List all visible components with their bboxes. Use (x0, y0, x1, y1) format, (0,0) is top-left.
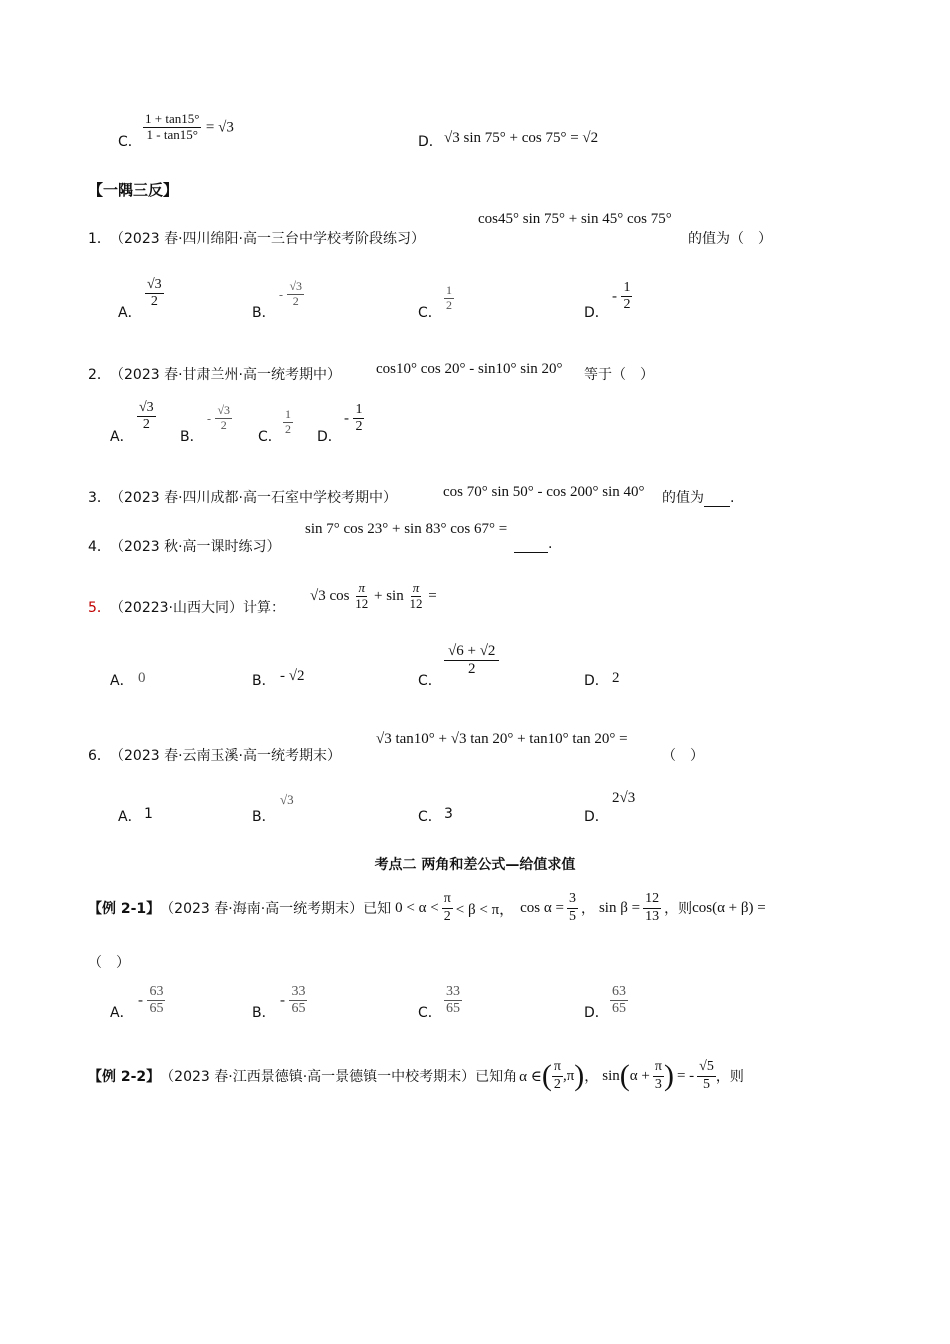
q1-option-b-label: B． (252, 305, 276, 321)
fraction-denominator: 2 (292, 293, 299, 308)
fraction-denominator: 5 (703, 1076, 711, 1092)
q6-option-d-label: D． (584, 809, 609, 825)
condition-part: < β < π， (455, 901, 515, 918)
q4-answer (514, 536, 552, 553)
fraction-numerator: √5 (697, 1059, 716, 1076)
fraction-numerator: 63 (610, 984, 628, 1001)
q3-source: （2023 春·四川成都·高一石室中学校考期中） (110, 490, 397, 506)
answer-blank (704, 490, 730, 507)
then-word: ，则 (664, 901, 693, 917)
q2-option-d-value (344, 402, 364, 435)
equals-sign: = (428, 587, 437, 604)
q2-expression: cos10° cos 20° - sin10° sin 20° (376, 361, 563, 377)
q1-option-d-label: D． (584, 305, 609, 321)
sin-beta: sin β = (598, 899, 641, 916)
then-word: ，则 (715, 1069, 744, 1085)
q5-option-b-value: - √2 (280, 668, 305, 684)
ex21-option-b-value (280, 984, 307, 1017)
q5-option-d-value: 2 (612, 670, 620, 686)
fraction-denominator: 3 (654, 1076, 662, 1092)
section-title: 考点二 两角和差公式—给值求值 (374, 857, 576, 873)
fraction-denominator: 2 (443, 908, 451, 924)
fraction-numerator: √3 (137, 400, 156, 417)
fraction-denominator: 2 (623, 297, 631, 313)
fraction-denominator: 2 (220, 417, 227, 432)
q3-tail (662, 487, 734, 507)
example-tag: 【例 2-1】 (88, 901, 161, 917)
q2-tail: 等于（ ） (584, 367, 654, 383)
minus-sign: - (612, 288, 617, 305)
fraction-denominator: 65 (149, 1001, 164, 1017)
q6-tail: （ ） (662, 748, 704, 764)
fraction-numerator: 63 (147, 984, 165, 1001)
q1-expression: cos45° sin 75° + sin 45° cos 75° (478, 211, 672, 227)
fraction-denominator: 2 (553, 1076, 561, 1092)
target-expression: cos(α + β) = (692, 899, 766, 916)
q3-number: 3． (88, 490, 111, 506)
fraction-denominator: 65 (612, 1001, 626, 1017)
q5-option-a-label: A． (110, 673, 134, 689)
expr-part: + sin (373, 587, 404, 604)
fraction-numerator: 12 (643, 891, 661, 908)
q5-source: （20223·山西大同）计算： (110, 600, 285, 616)
q4-source: （2023 秋·高一课时练习） (110, 539, 281, 555)
q5-option-a-value: 0 (138, 670, 146, 686)
q6-source: （2023 春·云南玉溪·高一统考期末） (110, 748, 341, 764)
minus-sign: - (138, 992, 143, 1009)
q3-tail-text: 的值为 (662, 490, 704, 506)
fraction-numerator: 1 (353, 402, 364, 419)
q2-number: 2． (88, 367, 111, 383)
q1-option-d-value (612, 280, 632, 313)
ex21-option-b-label: B． (252, 1005, 276, 1021)
q6-option-c-value: 3 (444, 806, 453, 822)
minus-sign: - (280, 992, 285, 1009)
q2-option-d-label: D． (317, 429, 342, 445)
q6-option-a-label: A． (118, 809, 142, 825)
q4-number: 4． (88, 539, 111, 555)
q2-option-a-value (137, 400, 156, 433)
ex21-option-d-value (610, 984, 628, 1017)
q6-option-b-value: √3 (280, 792, 294, 807)
q2-option-c-label: C． (258, 429, 282, 445)
example-tag: 【例 2-2】 (88, 1069, 161, 1085)
fraction-denominator: 2 (355, 419, 363, 435)
section-heading: 【一隅三反】 (88, 181, 179, 199)
q3-end-mark: . (730, 490, 735, 506)
fraction-denominator: 2 (142, 417, 150, 433)
expr-part: √3 cos (310, 587, 350, 604)
example-2-2-line: 【例 2-2】 （2023 春·江西景德镇·高一景德镇一中校考期末）已知角 α ∈ ( $\frac{\pi}{2}$ ,π ) ， sin ( α + $\frac{\pi}{3}$ ) = - $\frac{√5}{5}$ ，则 (88, 1059, 744, 1092)
alpha-in: α ∈ (519, 1068, 542, 1085)
q2-option-a-label: A． (110, 429, 134, 445)
q6-option-d-value: 2√3 (612, 790, 636, 806)
q4-end-mark: . (548, 536, 553, 552)
q5-expression (310, 581, 437, 612)
fraction-numerator: π (653, 1059, 664, 1076)
q1-tail: 的值为（ ） (688, 231, 772, 247)
ex21-option-a-value (138, 984, 165, 1017)
fraction-numerator: 1 (446, 283, 452, 297)
q1-option-a-value (145, 277, 164, 310)
fraction-denominator: 2 (446, 297, 452, 312)
cos-alpha: cos α = (520, 899, 564, 916)
equals-negative: = - (676, 1067, 695, 1084)
interval-end: ,π (562, 1067, 575, 1084)
fraction-numerator: π (442, 891, 453, 908)
q3-expression: cos 70° sin 50° - cos 200° sin 40° (443, 484, 645, 500)
fraction-numerator: 1 + tan15° (145, 111, 200, 126)
ex21-option-d-label: D． (584, 1005, 609, 1021)
condition-part: 0 < α < (395, 899, 439, 916)
fraction-numerator: 1 (285, 407, 291, 421)
fraction-denominator: 12 (409, 595, 423, 611)
q5-option-c-label: C． (418, 673, 442, 689)
fraction-numerator: 33 (289, 984, 307, 1001)
q6-option-a-value: 1 (144, 806, 153, 822)
fraction-numerator: 3 (567, 891, 578, 908)
minus-sign: - (279, 287, 283, 302)
fraction-denominator: 65 (291, 1001, 306, 1017)
fraction-numerator: π (358, 580, 365, 595)
minus-sign: - (207, 411, 211, 426)
q5-number: 5． (88, 600, 111, 616)
q1-option-b-value (279, 280, 304, 309)
example-source: （2023 春·江西景德镇·高一景德镇一中校考期末）已知角 (160, 1069, 518, 1085)
answer-blank (514, 536, 548, 553)
fraction-numerator: √3 (289, 279, 303, 293)
alpha-plus: α + (629, 1067, 650, 1084)
q1-option-a-label: A． (118, 305, 142, 321)
expression-rhs: = √3 (205, 119, 234, 136)
ex21-option-a-label: A． (110, 1005, 134, 1021)
fraction-denominator: 12 (355, 595, 369, 611)
q5-option-c-value (444, 643, 499, 679)
option-c-expression (143, 112, 234, 143)
fraction-numerator: √6 + √2 (444, 643, 499, 661)
q1-source: （2023 春·四川绵阳·高一三台中学校考阶段练习） (110, 231, 425, 247)
option-c-label: C． (118, 134, 142, 150)
example-2-1-line: 【例 2-1】 （2023 春·海南·高一统考期末）已知 0 < α < $\frac{\pi}{2}$ < β < π， cos α = $\frac{3}{5}$ ， sin β = $\frac{12}{13}$ ，则 cos(α + β) = (88, 891, 766, 924)
ex21-option-c-value (444, 984, 462, 1017)
fraction-denominator: 2 (150, 294, 158, 310)
fraction-denominator: 65 (446, 1001, 460, 1017)
fraction-denominator: 5 (568, 908, 576, 924)
q6-option-b-label: B． (252, 809, 276, 825)
example-source: （2023 春·海南·高一统考期末）已知 (160, 901, 392, 917)
q5-option-b-label: B． (252, 673, 276, 689)
q1-option-c-value (444, 284, 454, 313)
q1-option-c-label: C． (418, 305, 442, 321)
ex21-option-c-label: C． (418, 1005, 442, 1021)
q6-option-c-label: C． (418, 809, 442, 825)
minus-sign: - (344, 410, 349, 427)
sin-function: sin (602, 1067, 620, 1084)
fraction-denominator: 2 (285, 421, 291, 436)
q6-number: 6． (88, 748, 111, 764)
fraction-numerator: 33 (444, 984, 462, 1001)
fraction-denominator: 2 (467, 661, 476, 678)
comma: ， (584, 1069, 599, 1085)
option-d-expression: √3 sin 75° + cos 75° = √2 (444, 130, 599, 146)
fraction-denominator: 1 - tan15° (146, 126, 198, 142)
fraction-denominator: 13 (645, 908, 660, 924)
q2-source: （2023 春·甘肃兰州·高一统考期中） (110, 367, 341, 383)
q6-expression: √3 tan10° + √3 tan 20° + tan10° tan 20° = (376, 731, 628, 747)
fraction-numerator: 1 (621, 280, 632, 297)
q2-option-b-label: B． (180, 429, 204, 445)
q4-expression: sin 7° cos 23° + sin 83° cos 67° = (305, 521, 508, 537)
q2-option-c-value (283, 408, 293, 437)
q5-option-d-label: D． (584, 673, 609, 689)
fraction-numerator: √3 (145, 277, 164, 294)
fraction-numerator: π (412, 580, 420, 595)
fraction-numerator: √3 (217, 403, 231, 417)
q2-option-b-value (207, 404, 232, 433)
example-2-1-paren: （ ） (88, 955, 130, 971)
option-d-label: D． (418, 134, 443, 150)
fraction-numerator: π (552, 1059, 563, 1076)
q1-number: 1． (88, 231, 111, 247)
